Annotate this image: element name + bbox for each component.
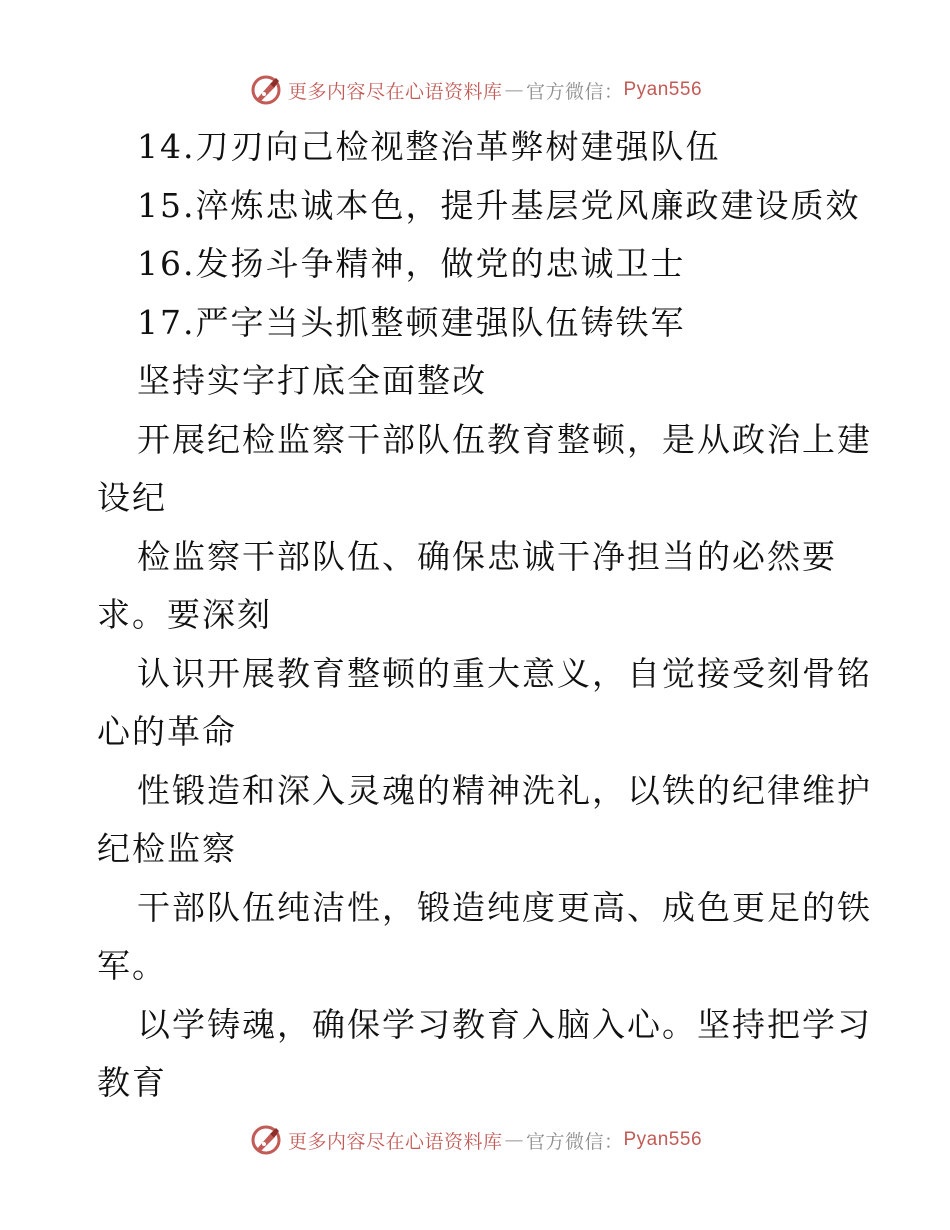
paragraph-line: 干部队伍纯洁性，锻造纯度更高、成色更足的铁 [137,887,872,927]
pen-nib-logo-icon [248,1122,284,1158]
paragraph-line: 心的革命 [97,712,237,751]
footer-watermark [0,1120,950,1160]
section-heading: 坚持实字打底全面整改 [137,361,487,400]
paragraph-line: 教育 [97,1063,167,1102]
paragraph-line: 设纪 [97,478,167,517]
paragraph-line: 军。 [97,946,167,985]
wechat-id: Pyan556 [623,79,703,100]
paragraph-line: 求。要深刻 [97,595,272,634]
list-item-17: 17.严字当头抓整顿建强队伍铸铁军 [137,302,686,342]
brand-text: 更多内容尽在心语资料库 [287,80,503,103]
paragraph-line: 纪检监察 [97,829,237,868]
list-item-14: 14.刀刃向己检视整治革弊树建强队伍 [137,127,721,166]
brand-separator: — [504,1129,524,1151]
header-watermark [0,70,950,110]
paragraph-line: 检监察干部队伍、确保忠诚干净担当的必然要 [137,536,837,576]
wechat-label: 官方微信： [525,1130,624,1153]
wechat-label: 官方微信： [525,80,624,103]
list-item-15: 15.淬炼忠诚本色，提升基层党风廉政建设质效 [137,185,861,225]
pen-nib-logo-icon [248,72,284,108]
list-item-16: 16.发扬斗争精神，做党的忠诚卫士 [137,244,686,283]
brand-text: 更多内容尽在心语资料库 [287,1130,503,1153]
wechat-id: Pyan556 [623,1129,703,1150]
brand-separator: — [504,79,524,101]
document-body [97,118,872,1113]
paragraph-line: 认识开展教育整顿的重大意义，自觉接受刻骨铭 [137,653,872,693]
paragraph-line: 以学铸魂，确保学习教育入脑入心。坚持把学习 [137,1004,872,1044]
paragraph-line: 性锻造和深入灵魂的精神洗礼，以铁的纪律维护 [137,770,872,810]
paragraph-line: 开展纪检监察干部队伍教育整顿，是从政治上建 [137,419,872,459]
